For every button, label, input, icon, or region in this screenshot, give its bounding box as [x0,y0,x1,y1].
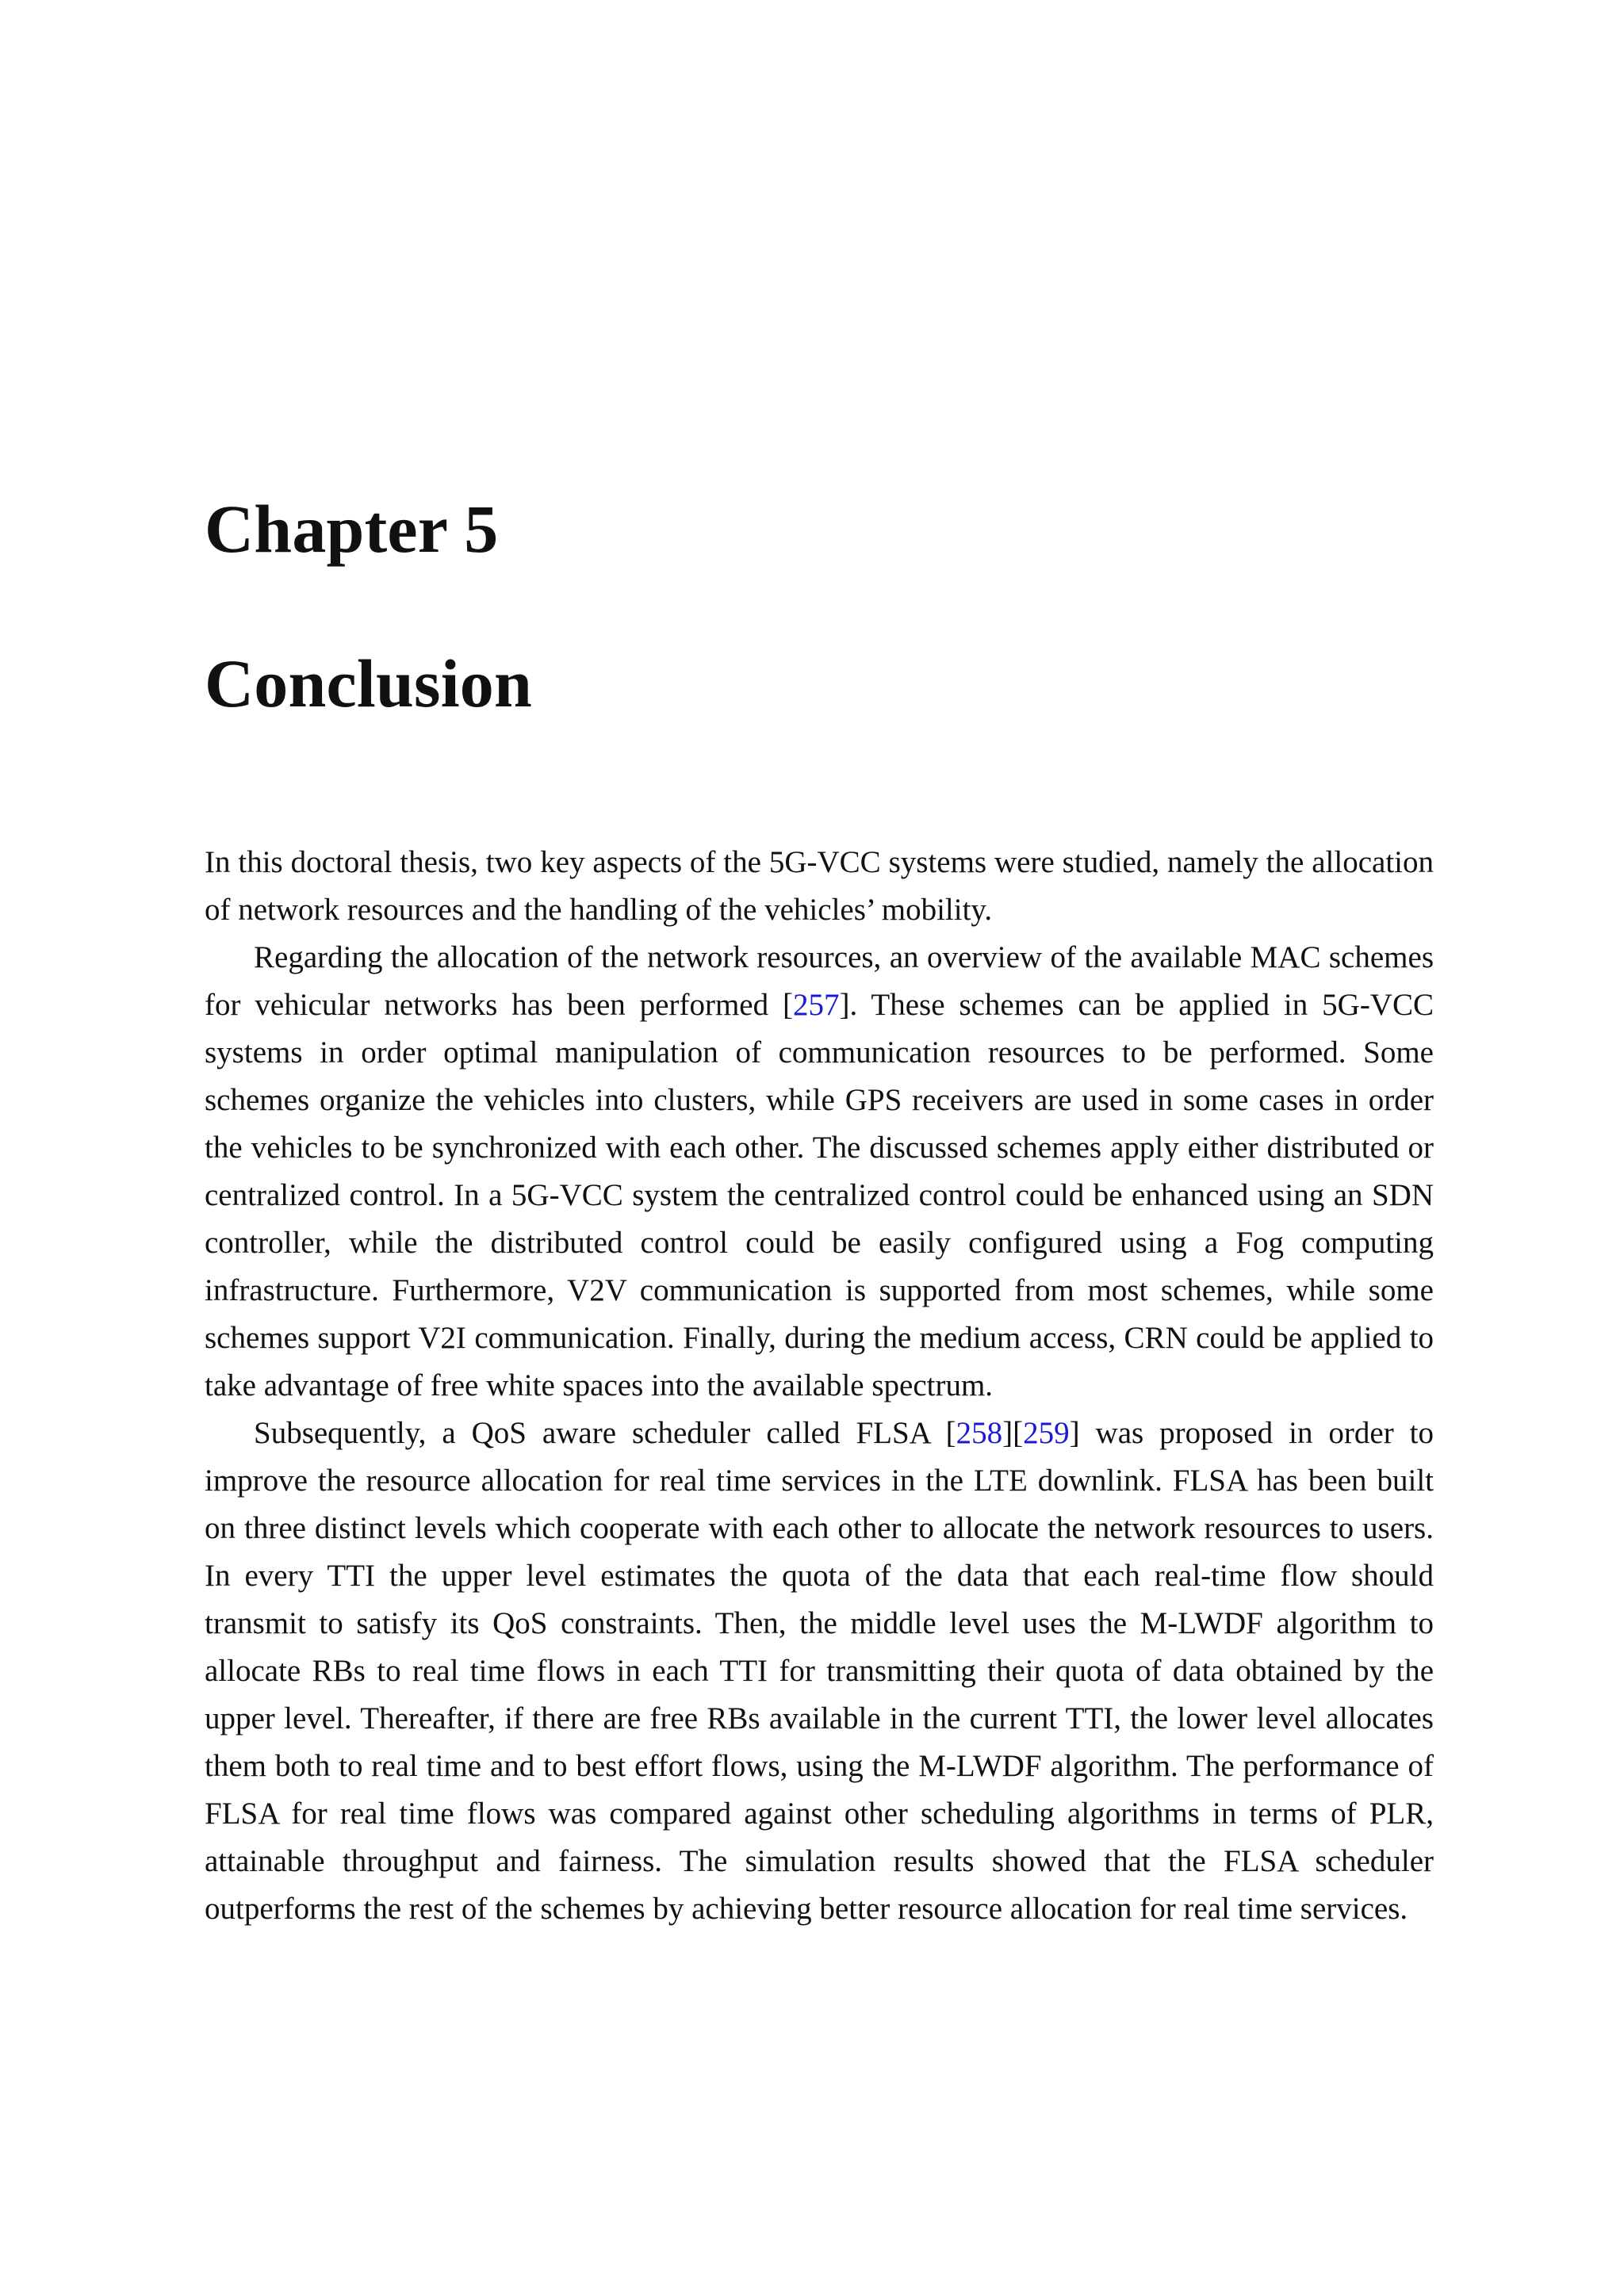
paragraph-text: In this doctoral thesis, two key aspects of the 5G-VCC systems were studied, namely the allocation of network resources and the handling of the vehicles’ mobility. [205,845,1434,927]
citation-link[interactable]: 259 [1023,1416,1070,1450]
paragraph-text: Regarding the allocation of the network resources, an overview of the available MAC schemes for vehicular networks has been performed [ [205,940,1434,1022]
paragraph-text: ] was proposed in order to improve the resource allocation for real time services in the LTE downlink. FLSA has been built on three distinct levels which cooperate with each other to allocate the network resources to users. In every TTI the upper level estimates the quota of the data that each real-time flow should transmit to satisfy its QoS constraints. Then, the middle level uses the M-LWDF algorithm to allocate RBs to real time flows in each TTI for transmitting their quota of data obtained by the upper level. Thereafter, if there are free RBs available in the current TTI, the lower level allocates them both to real time and to best effort flows, using the M-LWDF algorithm. The performance of FLSA for real time flows was compared against other scheduling algorithms in terms of PLR, attainable throughput and fairness. The simulation results showed that the FLSA scheduler outperforms the rest of the schemes by achieving better resource allocation for real time services. [205,1416,1434,1926]
body-paragraph [205,1410,1434,1933]
paragraph-text: Subsequently, a QoS aware scheduler called FLSA [ [254,1416,956,1450]
paragraph-text: ]. These schemes can be applied in 5G-VCC systems in order optimal manipulation of communication resources to be performed. Some schemes organize the vehicles into clusters, while GPS receivers are used in some cases in order the vehicles to be synchronized with each other. The discussed schemes apply either distributed or centralized control. In a 5G-VCC system the centralized control could be enhanced using an SDN controller, while the distributed control could be easily configured using a Fog computing infrastructure. Furthermore, V2V communication is supported from most schemes, while some schemes support V2I communication. Finally, during the medium access, CRN could be applied to take advantage of free white spaces into the available spectrum. [205,988,1434,1402]
paragraph-text: ][ [1002,1416,1024,1450]
citation-link[interactable]: 257 [792,988,840,1022]
body-paragraph [205,839,1434,934]
chapter-title: Conclusion [205,645,533,721]
citation-link[interactable]: 258 [956,1416,1003,1450]
body-paragraph [205,934,1434,1410]
chapter-body [205,839,1434,1933]
chapter-number: Chapter 5 [205,491,499,567]
